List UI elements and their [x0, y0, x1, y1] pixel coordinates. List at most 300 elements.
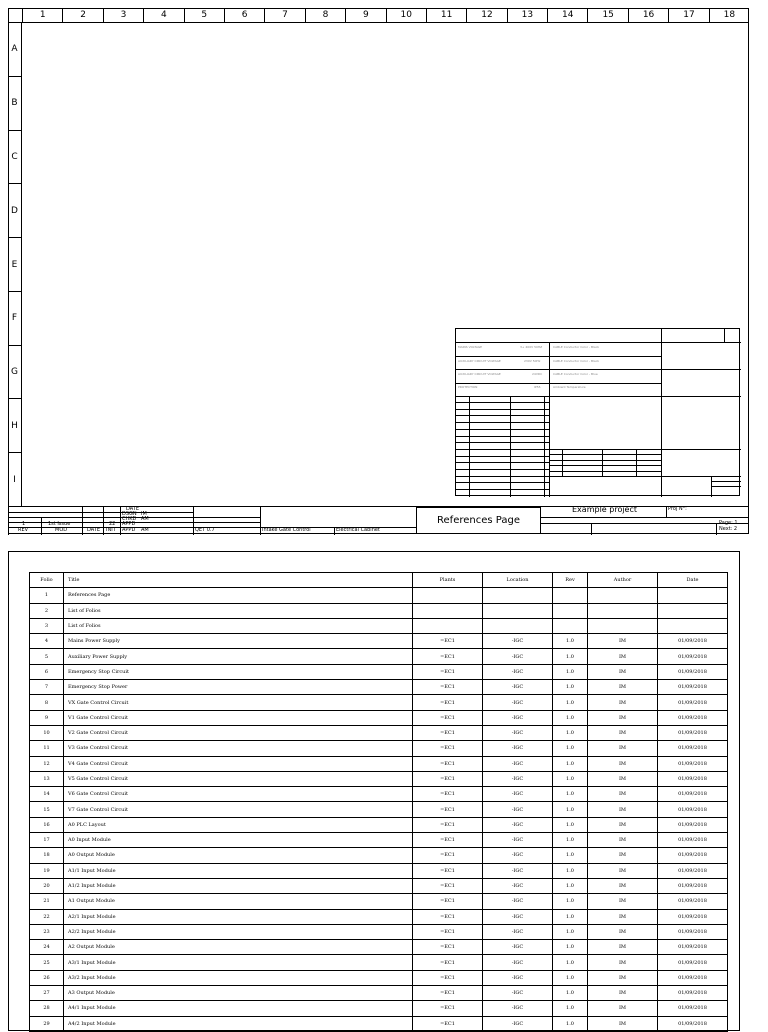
folio-number: 14	[30, 787, 64, 802]
column-number: 15	[588, 8, 628, 22]
column-header: Plants	[413, 573, 483, 588]
row-letter: E	[8, 238, 21, 292]
folio-rev: 1.0	[553, 634, 588, 649]
folio-location	[483, 603, 553, 618]
ref-row-label: AUXILIARY CIRCUIT VOLTAGE	[458, 372, 501, 376]
folio-location: -IGC	[483, 986, 553, 1001]
folio-location: -IGC	[483, 649, 553, 664]
ref-row-value: 3+ 400V 50HZ	[520, 345, 543, 349]
folio-table-header	[30, 573, 728, 588]
column-number: 4	[144, 8, 184, 22]
grid-line-vertical	[549, 396, 550, 497]
grid-line-horizontal	[711, 486, 741, 487]
folio-author	[588, 618, 658, 633]
folio-number: 4	[30, 634, 64, 649]
tb-page: Page: 1	[719, 520, 738, 526]
row-letter: F	[8, 292, 21, 346]
folio-date: 01/09/2018	[658, 833, 728, 848]
folio-plant: =EC1	[413, 771, 483, 786]
folio-author	[588, 603, 658, 618]
folio-location: -IGC	[483, 970, 553, 985]
folio-row[interactable]	[30, 771, 728, 786]
folio-plant: =EC1	[413, 680, 483, 695]
grid-line-horizontal	[711, 481, 741, 482]
folio-rev: 1.0	[553, 986, 588, 1001]
folio-location	[483, 588, 553, 603]
tb-appd-label: APPD	[122, 521, 136, 527]
folio-rev: 1.0	[553, 741, 588, 756]
column-number: 16	[629, 8, 669, 22]
folio-number: 5	[30, 649, 64, 664]
folio-location: -IGC	[483, 1001, 553, 1016]
folio-author: IM	[588, 771, 658, 786]
ref-row-note: Ambient Temperature	[553, 385, 586, 389]
folio-row[interactable]	[30, 955, 728, 970]
folio-location: -IGC	[483, 741, 553, 756]
folio-number: 8	[30, 695, 64, 710]
folio-plant: =EC1	[413, 848, 483, 863]
grid-line-vertical	[544, 396, 545, 497]
ref-row-label: MAINS VOLTAGE	[458, 345, 483, 349]
folio-plant: =EC1	[413, 634, 483, 649]
folio-location: -IGC	[483, 909, 553, 924]
folio-number: 25	[30, 955, 64, 970]
folio-number: 29	[30, 1016, 64, 1031]
folio-plant: =EC1	[413, 725, 483, 740]
folio-title: V7 Gate Control Circuit	[64, 802, 413, 817]
folio-location: -IGC	[483, 634, 553, 649]
folio-title: A4/1 Input Module	[64, 1001, 413, 1016]
folio-rev: 1.0	[553, 680, 588, 695]
folio-row[interactable]	[30, 848, 728, 863]
folio-number: 15	[30, 802, 64, 817]
folio-plant: =EC1	[413, 649, 483, 664]
folio-location	[483, 618, 553, 633]
column-number: 18	[723, 10, 736, 20]
folio-author: IM	[588, 909, 658, 924]
folio-date: 01/09/2018	[658, 664, 728, 679]
tb-mod-label: MOD	[55, 527, 68, 533]
tb-folio-title: References Page	[416, 506, 541, 534]
column-header: Date	[658, 573, 728, 588]
folio-author: IM	[588, 894, 658, 909]
folio-date: 01/09/2018	[658, 695, 728, 710]
folio-rev: 1.0	[553, 664, 588, 679]
folio-row[interactable]	[30, 970, 728, 985]
folio-row[interactable]	[30, 863, 728, 878]
folio-row[interactable]	[30, 649, 728, 664]
folio-date	[658, 588, 728, 603]
folio-location: -IGC	[483, 787, 553, 802]
folio-title: V1 Gate Control Circuit	[64, 710, 413, 725]
folio-number: 10	[30, 725, 64, 740]
tb-date2-label: DATE	[87, 527, 101, 533]
folio-title: References Page	[64, 588, 413, 603]
folio-number: 18	[30, 848, 64, 863]
folio-plant: =EC1	[413, 802, 483, 817]
column-ruler	[8, 8, 749, 23]
folio-date: 01/09/2018	[658, 1016, 728, 1031]
folio-date: 01/09/2018	[658, 986, 728, 1001]
folio-date: 01/09/2018	[658, 955, 728, 970]
folio-plant: =EC1	[413, 1001, 483, 1016]
folio-rev: 1.0	[553, 955, 588, 970]
folio-row[interactable]	[30, 924, 728, 939]
folio-number: 2	[30, 603, 64, 618]
folio-rev: 1.0	[553, 1001, 588, 1016]
tb-appd-label-2: APPD	[122, 527, 136, 533]
tb-plant: Intake Gate Control	[262, 527, 311, 533]
folio-rev: 1.0	[553, 848, 588, 863]
folio-location: -IGC	[483, 695, 553, 710]
folio-row[interactable]	[30, 986, 728, 1001]
folio-location: -IGC	[483, 725, 553, 740]
folio-title: A1 Output Module	[64, 894, 413, 909]
folio-title: Auxiliary Power Supply	[64, 649, 413, 664]
folio-row[interactable]	[30, 695, 728, 710]
column-number: 5	[185, 8, 225, 22]
folio-row[interactable]	[30, 634, 728, 649]
folio-title: V2 Gate Control Circuit	[64, 725, 413, 740]
folio-title: A4/2 Input Module	[64, 1016, 413, 1031]
folio-rev: 1.0	[553, 649, 588, 664]
folio-rev: 1.0	[553, 787, 588, 802]
folio-rev: 1.0	[553, 756, 588, 771]
column-number: 6	[225, 8, 265, 22]
tb-project-name: Example project	[572, 505, 638, 514]
folio-row[interactable]	[30, 741, 728, 756]
folio-title: List of Folios	[64, 603, 413, 618]
folio-row[interactable]	[30, 680, 728, 695]
row-letter: G	[8, 346, 21, 400]
folio-rev: 1.0	[553, 909, 588, 924]
column-number: 2	[63, 8, 103, 22]
row-letter: A	[8, 23, 21, 77]
folio-rev: 1.0	[553, 802, 588, 817]
tb-next: Next: 2	[719, 526, 738, 532]
row-ruler	[8, 23, 22, 506]
column-header: Folio	[30, 573, 64, 588]
folio-author	[588, 588, 658, 603]
folio-title: A0 Input Module	[64, 833, 413, 848]
folio-plant: =EC1	[413, 909, 483, 924]
folio-rev	[553, 603, 588, 618]
folio-date: 01/09/2018	[658, 940, 728, 955]
column-header: Rev	[553, 573, 588, 588]
tb-date-label: DATE	[126, 506, 140, 512]
folio-row[interactable]	[30, 618, 728, 633]
folio-number: 28	[30, 1001, 64, 1016]
tb-proj-no: Proj N°:	[668, 506, 687, 512]
grid-line-horizontal	[549, 460, 661, 461]
ref-row-note: CABLE Conductor Color - Blue	[553, 372, 598, 376]
folio-number: 22	[30, 909, 64, 924]
folio-rev: 1.0	[553, 833, 588, 848]
folio-rev: 1.0	[553, 878, 588, 893]
column-number: 9	[346, 8, 386, 22]
folio-number: 17	[30, 833, 64, 848]
folio-title: A3 Output Module	[64, 986, 413, 1001]
ruler-corner	[8, 8, 23, 22]
folio-date: 01/09/2018	[658, 802, 728, 817]
folio-number: 9	[30, 710, 64, 725]
folio-title: V3 Gate Control Circuit	[64, 741, 413, 756]
folio-title: A2 Output Module	[64, 940, 413, 955]
folio-rev: 1.0	[553, 894, 588, 909]
tb-location: Electrical Cabinet	[336, 527, 380, 533]
folio-number: 13	[30, 771, 64, 786]
folio-author: IM	[588, 649, 658, 664]
folio-author: IM	[588, 955, 658, 970]
folio-rev	[553, 618, 588, 633]
folio-title: A0 PLC Layout	[64, 817, 413, 832]
folio-plant: =EC1	[413, 695, 483, 710]
row-letter: I	[13, 474, 16, 485]
folio-plant: =EC1	[413, 741, 483, 756]
folio-author: IM	[588, 634, 658, 649]
folio-date: 01/09/2018	[658, 756, 728, 771]
folio-author: IM	[588, 1016, 658, 1031]
folio-plant: =EC1	[413, 894, 483, 909]
folio-title: A2/1 Input Module	[64, 909, 413, 924]
folio-plant: =EC1	[413, 756, 483, 771]
folio-number: 26	[30, 970, 64, 985]
row-letter: C	[8, 131, 21, 185]
folio-rev	[553, 588, 588, 603]
grid-line-horizontal	[549, 454, 661, 455]
folio-row[interactable]	[30, 878, 728, 893]
folio-number: 19	[30, 863, 64, 878]
folio-date: 01/09/2018	[658, 924, 728, 939]
folio-plant: =EC1	[413, 955, 483, 970]
folio-date: 01/09/2018	[658, 787, 728, 802]
folio-date: 01/09/2018	[658, 741, 728, 756]
tb-appd-initials: AM	[141, 527, 149, 533]
tb-init-value: 22	[109, 521, 116, 527]
folio-location: -IGC	[483, 710, 553, 725]
folio-author: IM	[588, 756, 658, 771]
folio-author: IM	[588, 680, 658, 695]
folio-plant: =EC1	[413, 878, 483, 893]
folio-plant: =EC1	[413, 986, 483, 1001]
tb-chkd-initials: AM	[141, 516, 149, 522]
folio-title: Mains Power Supply	[64, 634, 413, 649]
folio-row[interactable]	[30, 787, 728, 802]
folio-rev: 1.0	[553, 924, 588, 939]
ref-row-value: 230V 50Hz	[524, 359, 541, 363]
folio-title: List of Folios	[64, 618, 413, 633]
folio-title: V6 Gate Control Circuit	[64, 787, 413, 802]
folio-number: 1	[30, 588, 64, 603]
folio-author: IM	[588, 1001, 658, 1016]
grid-line-vertical	[562, 449, 563, 476]
tb-mod-value: 1st Issue	[48, 521, 71, 527]
folio-row[interactable]	[30, 725, 728, 740]
folio-row[interactable]	[30, 603, 728, 618]
folio-location: -IGC	[483, 756, 553, 771]
folio-title: A1/2 Input Module	[64, 878, 413, 893]
column-number: 13	[508, 8, 548, 22]
column-number: 8	[306, 8, 346, 22]
folio-title: A3/1 Input Module	[64, 955, 413, 970]
folio-rev: 1.0	[553, 695, 588, 710]
folio-plant: =EC1	[413, 664, 483, 679]
folio-date	[658, 618, 728, 633]
folio-number: 6	[30, 664, 64, 679]
folio-title: Emergency Stop Circuit	[64, 664, 413, 679]
folio-date: 01/09/2018	[658, 863, 728, 878]
folio-location: -IGC	[483, 940, 553, 955]
folio-title: V4 Gate Control Circuit	[64, 756, 413, 771]
folio-row[interactable]	[30, 894, 728, 909]
folio-plant	[413, 618, 483, 633]
grid-line-horizontal	[549, 471, 661, 472]
folio-date: 01/09/2018	[658, 909, 728, 924]
folio-number: 7	[30, 680, 64, 695]
folio-author: IM	[588, 787, 658, 802]
column-number: 1	[23, 8, 63, 22]
column-number: 12	[467, 8, 507, 22]
folio-title: Emergency Stop Power	[64, 680, 413, 695]
folio-title: V5 Gate Control Circuit	[64, 771, 413, 786]
tb-init-label: INIT	[106, 527, 116, 533]
ref-row-label: AUXILIARY CIRCUIT VOLTAGE	[458, 359, 501, 363]
folio-date	[658, 603, 728, 618]
column-number: 3	[104, 8, 144, 22]
folio-number: 23	[30, 924, 64, 939]
folio-row[interactable]	[30, 833, 728, 848]
title-block	[8, 506, 749, 534]
ref-row-note: CABLE Conductor Color - Black	[553, 359, 600, 363]
grid-line-vertical	[636, 449, 637, 476]
folio-plant: =EC1	[413, 863, 483, 878]
folio-author: IM	[588, 741, 658, 756]
folio-rev: 1.0	[553, 710, 588, 725]
folio-row[interactable]	[30, 909, 728, 924]
folio-location: -IGC	[483, 863, 553, 878]
folio-list-table	[29, 572, 728, 1032]
folio-location: -IGC	[483, 771, 553, 786]
folio-row[interactable]	[30, 588, 728, 603]
folio-date: 01/09/2018	[658, 649, 728, 664]
folio-location: -IGC	[483, 955, 553, 970]
grid-line-vertical	[711, 476, 712, 497]
folio-author: IM	[588, 695, 658, 710]
folio-plant: =EC1	[413, 970, 483, 985]
folio-location: -IGC	[483, 680, 553, 695]
folio-author: IM	[588, 986, 658, 1001]
row-letter: B	[8, 77, 21, 131]
folio-plant: =EC1	[413, 1016, 483, 1031]
tb-rev-value: 1	[22, 521, 26, 527]
folio-rev: 1.0	[553, 940, 588, 955]
folio-number: 3	[30, 618, 64, 633]
folio-plant: =EC1	[413, 924, 483, 939]
folio-title: A0 Output Module	[64, 848, 413, 863]
folio-plant: =EC1	[413, 787, 483, 802]
folio-rev: 1.0	[553, 863, 588, 878]
folio-date: 01/09/2018	[658, 634, 728, 649]
column-header: Location	[483, 573, 553, 588]
folio-plant: =EC1	[413, 940, 483, 955]
folio-plant: =EC1	[413, 833, 483, 848]
folio-location: -IGC	[483, 802, 553, 817]
tb-dsgn-initials: IM	[141, 511, 147, 517]
grid-line-vertical	[602, 449, 603, 476]
folio-location: -IGC	[483, 848, 553, 863]
folio-location: -IGC	[483, 833, 553, 848]
folio-author: IM	[588, 970, 658, 985]
folio-number: 16	[30, 817, 64, 832]
folio-date: 01/09/2018	[658, 771, 728, 786]
folio-author: IM	[588, 817, 658, 832]
folio-author: IM	[588, 848, 658, 863]
grid-line-horizontal	[549, 465, 661, 466]
column-header: Title	[64, 573, 413, 588]
folio-rev: 1.0	[553, 970, 588, 985]
column-number: 10	[387, 8, 427, 22]
folio-date: 01/09/2018	[658, 680, 728, 695]
folio-location: -IGC	[483, 664, 553, 679]
column-header: Author	[588, 573, 658, 588]
folio-row[interactable]	[30, 802, 728, 817]
folio-row[interactable]	[30, 940, 728, 955]
folio-author: IM	[588, 940, 658, 955]
folio-row[interactable]	[30, 756, 728, 771]
row-letter: D	[8, 184, 21, 238]
folio-author: IM	[588, 725, 658, 740]
folio-author: IM	[588, 833, 658, 848]
folio-rev: 1.0	[553, 725, 588, 740]
tb-chkd-label: CHKD	[122, 516, 137, 522]
folio-author: IM	[588, 802, 658, 817]
folio-date: 01/09/2018	[658, 848, 728, 863]
folio-row[interactable]	[30, 1001, 728, 1016]
column-number: 7	[265, 8, 305, 22]
folio-date: 01/09/2018	[658, 725, 728, 740]
tb-software: QET 0.7	[195, 527, 215, 533]
folio-row[interactable]	[30, 710, 728, 725]
folio-title: VX Gate Control Circuit	[64, 695, 413, 710]
grid-line-vertical	[469, 396, 470, 497]
folio-date: 01/09/2018	[658, 894, 728, 909]
column-number: 17	[669, 8, 709, 22]
folio-number: 21	[30, 894, 64, 909]
folio-date: 01/09/2018	[658, 970, 728, 985]
folio-plant: =EC1	[413, 817, 483, 832]
folio-author: IM	[588, 878, 658, 893]
folio-location: -IGC	[483, 878, 553, 893]
ref-row-note: CABLE Conductor Color - Black	[553, 345, 600, 349]
tb-rev-label: REV	[18, 527, 29, 533]
grid-line-vertical	[510, 396, 511, 497]
folio-number: 12	[30, 756, 64, 771]
grid-line-horizontal	[549, 476, 741, 477]
reference-table	[455, 328, 740, 496]
ref-row-value: 24VDC	[532, 372, 543, 376]
folio-number: 27	[30, 986, 64, 1001]
folio-author: IM	[588, 710, 658, 725]
grid-line-horizontal	[549, 449, 741, 450]
folio-rev: 1.0	[553, 1016, 588, 1031]
folio-row[interactable]	[30, 817, 728, 832]
ref-row-label: PROTECTION	[458, 385, 478, 389]
folio-date: 01/09/2018	[658, 1001, 728, 1016]
folio-author: IM	[588, 664, 658, 679]
column-number: 14	[548, 8, 588, 22]
folio-row[interactable]	[30, 664, 728, 679]
row-letter: H	[8, 399, 21, 453]
